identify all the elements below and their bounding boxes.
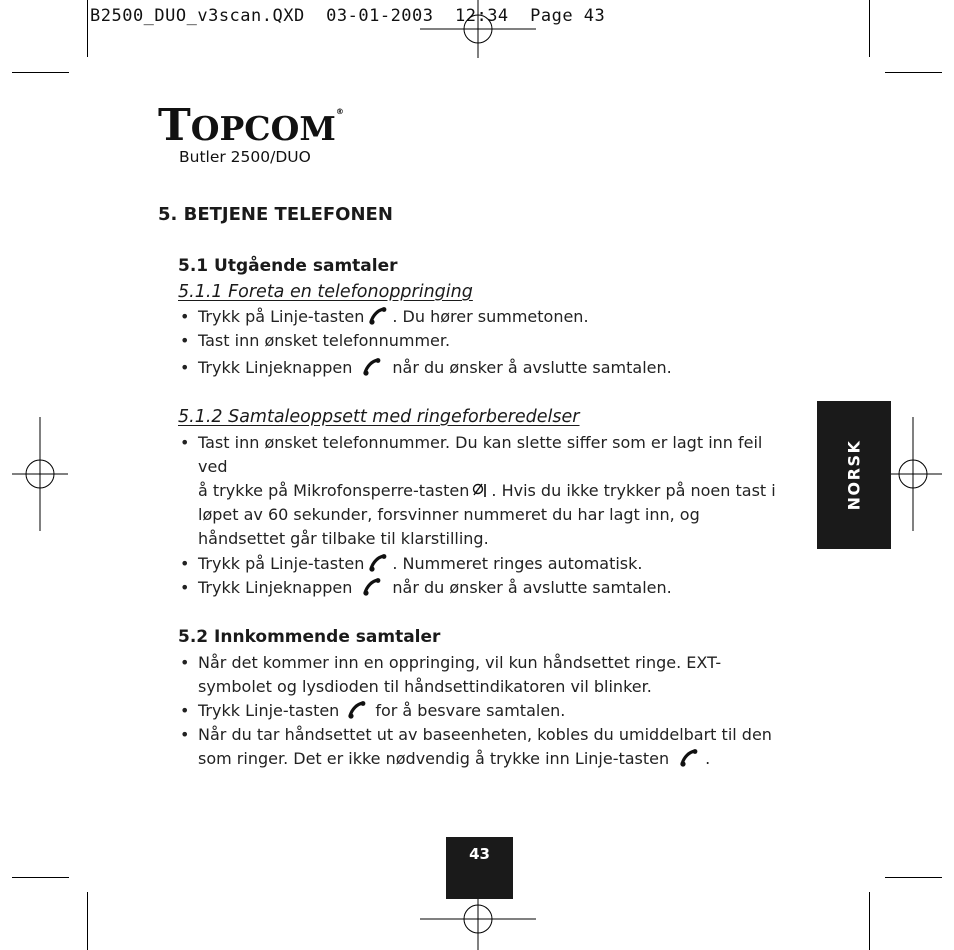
crop-mark: [87, 892, 88, 950]
list-item-text: for å besvare samtalen.: [375, 701, 566, 720]
logo-initial: T: [158, 100, 191, 151]
crop-mark: [885, 877, 942, 878]
subsection-title-5-2: 5.2 Innkommende samtaler: [178, 627, 441, 647]
list-item-text: Trykk på Linje-tasten: [198, 554, 365, 573]
bullet: •: [180, 358, 190, 377]
list-item-text: Trykk Linje-tasten: [198, 701, 340, 720]
page-number-box: [446, 837, 513, 899]
list-item-line: symbolet og lysdioden til håndsettindikatoren vil blinker.: [198, 677, 652, 696]
list-item-text: når du ønsker å avslutte samtalen.: [392, 358, 672, 377]
bullet: •: [180, 554, 190, 573]
list-item-line: Tast inn ønsket telefonnummer. Du kan slette siffer som er lagt inn feil: [198, 433, 763, 452]
microphone-mute-icon: [472, 483, 488, 498]
list-item-line: løpet av 60 sekunder, forsvinner nummeret du har lagt inn, og: [198, 505, 700, 524]
page-number: 43: [469, 845, 490, 863]
topcom-logo: [158, 100, 344, 151]
subsection-title-5-1: 5.1 Utgående samtaler: [178, 256, 398, 276]
list-item: Tast inn ønsket telefonnummer.: [198, 331, 451, 350]
phone-icon: [368, 554, 388, 572]
list-item-line: [198, 479, 808, 503]
phone-icon: [362, 578, 382, 596]
list-item-line: Når du tar håndsettet ut av baseenheten, kobles du umiddelbart til den: [198, 725, 772, 744]
section-title: 5. BETJENE TELEFONEN: [158, 204, 393, 225]
list-item: [198, 356, 672, 380]
list-item: [198, 723, 808, 771]
logo-registered-mark: ®: [335, 107, 344, 116]
bullet: •: [180, 433, 190, 452]
bullet: •: [180, 331, 190, 350]
crop-mark: [12, 72, 69, 73]
language-tab: [817, 401, 891, 549]
crop-mark: [869, 892, 870, 950]
model-name: Butler 2500/DUO: [179, 148, 311, 166]
file-slug: B2500_DUO_v3scan.QXD 03-01-2003 12:34 Page 43: [90, 6, 606, 26]
crop-mark: [869, 0, 870, 57]
list-item: [198, 431, 808, 551]
list-item-line: håndsettet går tilbake til klarstilling.: [198, 529, 489, 548]
list-item: [198, 699, 565, 723]
subsubsection-title-5-1-1: 5.1.1 Foreta en telefonoppringing: [178, 282, 473, 302]
registration-mark-bottom: [420, 892, 536, 950]
list-item-text: som ringer. Det er ikke nødvendig å trykke inn Linje-tasten: [198, 749, 670, 768]
list-item-text: Trykk Linjeknappen: [198, 578, 353, 597]
list-item: [198, 651, 798, 699]
bullet: •: [180, 578, 190, 597]
logo-rest: OPCOM: [190, 109, 336, 148]
registration-mark-top: [420, 0, 536, 58]
subsubsection-title-5-1-2: 5.1.2 Samtaleoppsett med ringeforberedelser: [178, 407, 580, 427]
bullet: •: [180, 701, 190, 720]
phone-icon: [347, 701, 367, 719]
crop-mark: [12, 877, 69, 878]
language-tab-label: NORSK: [844, 439, 864, 511]
list-item-text: Trykk Linjeknappen: [198, 358, 353, 377]
bullet: •: [180, 653, 190, 672]
registration-mark-left: [12, 417, 68, 531]
registration-mark-right: [885, 417, 942, 531]
list-item-text: å trykke på Mikrofonsperre-tasten: [198, 481, 470, 500]
list-item: [198, 552, 643, 576]
bullet: •: [180, 307, 190, 326]
bullet: •: [180, 725, 190, 744]
list-item-text: .: [705, 749, 711, 768]
phone-icon: [679, 749, 699, 767]
list-item-text: . Hvis du ikke trykker på noen tast i: [491, 481, 776, 500]
list-item-text: når du ønsker å avslutte samtalen.: [392, 578, 672, 597]
crop-mark: [885, 72, 942, 73]
phone-icon: [362, 358, 382, 376]
list-item-text: . Nummeret ringes automatisk.: [392, 554, 643, 573]
list-item-text: . Du hører summetonen.: [392, 307, 589, 326]
list-item-line: [198, 747, 808, 771]
phone-icon: [368, 307, 388, 325]
list-item: [198, 576, 672, 600]
crop-mark: [87, 0, 88, 57]
list-item: [198, 305, 589, 329]
list-item-line: Når det kommer inn en oppringing, vil kun håndsettet ringe. EXT-: [198, 653, 722, 672]
list-item-text: Trykk på Linje-tasten: [198, 307, 365, 326]
list-item-line: ved: [198, 457, 228, 476]
